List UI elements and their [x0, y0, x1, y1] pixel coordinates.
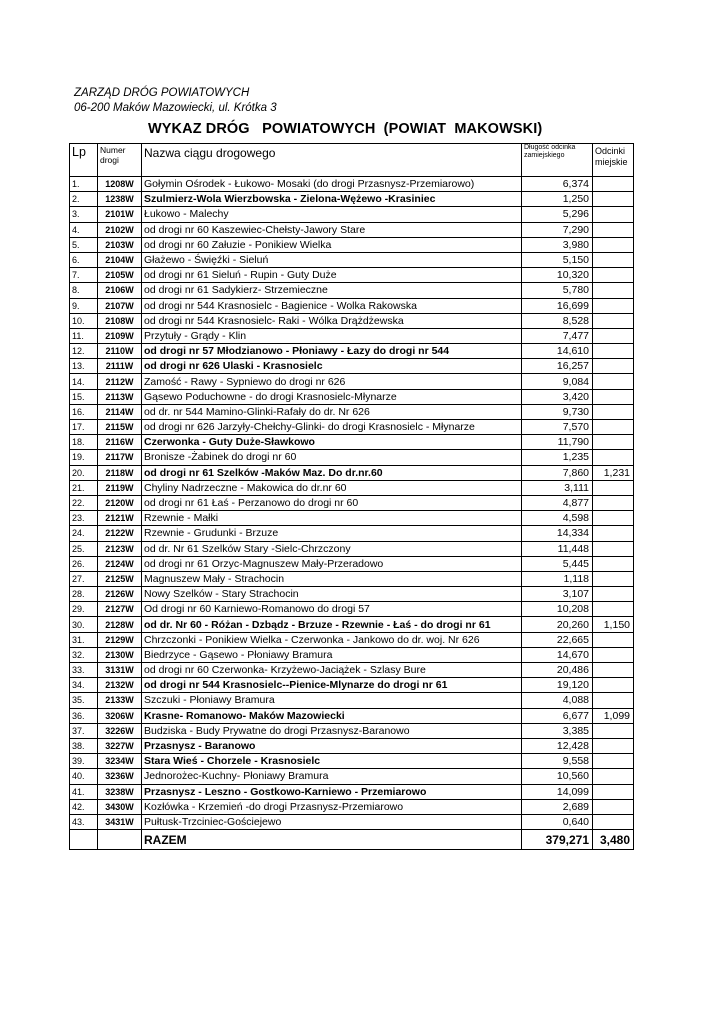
- total-label: RAZEM: [142, 830, 522, 850]
- row-road-name: Od drogi nr 60 Karniewo-Romanowo do drogi 57: [142, 602, 522, 617]
- row-road-name: Rzewnie - Małki: [142, 511, 522, 526]
- row-length: 16,257: [522, 359, 593, 374]
- roads-table: [69, 143, 634, 850]
- row-road-name: Przasnysz - Leszno - Gostkowo-Karniewo - Przemiarowo: [142, 784, 522, 799]
- table-row: [70, 389, 634, 404]
- row-length: 10,560: [522, 769, 593, 784]
- row-lp: 14.: [70, 374, 98, 389]
- row-length: 5,296: [522, 207, 593, 222]
- row-road-name: Głażewo - Święźki - Sieluń: [142, 252, 522, 267]
- row-road-name: Kozłówka - Krzemień -do drogi Przasnysz-Przemiarowo: [142, 799, 522, 814]
- row-road-name: Gołymin Ośrodek - Łukowo- Mosaki (do drogi Przasnysz-Przemiarowo): [142, 177, 522, 192]
- row-lp: 24.: [70, 526, 98, 541]
- row-city-sections: [593, 495, 634, 510]
- row-lp: 5.: [70, 237, 98, 252]
- row-length: 14,334: [522, 526, 593, 541]
- row-road-name: od drogi nr 544 Krasnosielc - Bagienice - Wolka Rakowska: [142, 298, 522, 313]
- row-length: 14,099: [522, 784, 593, 799]
- row-length: 5,445: [522, 556, 593, 571]
- row-road-number: 2123W: [98, 541, 142, 556]
- row-city-sections: [593, 723, 634, 738]
- row-lp: 23.: [70, 511, 98, 526]
- row-lp: 21.: [70, 480, 98, 495]
- table-row: [70, 374, 634, 389]
- table-row: [70, 207, 634, 222]
- row-road-number: 3206W: [98, 708, 142, 723]
- table-row: [70, 283, 634, 298]
- row-city-sections: [593, 814, 634, 829]
- table-row: [70, 663, 634, 678]
- row-road-number: 2128W: [98, 617, 142, 632]
- table-row: [70, 526, 634, 541]
- table-row: [70, 754, 634, 769]
- row-road-number: 3430W: [98, 799, 142, 814]
- table-row: [70, 541, 634, 556]
- row-length: 1,118: [522, 571, 593, 586]
- row-lp: 19.: [70, 450, 98, 465]
- table-row: [70, 465, 634, 480]
- table-row: [70, 404, 634, 419]
- row-length: 10,208: [522, 602, 593, 617]
- row-lp: 11.: [70, 328, 98, 343]
- table-row: [70, 511, 634, 526]
- row-length: 16,699: [522, 298, 593, 313]
- row-lp: 7.: [70, 268, 98, 283]
- row-length: 14,610: [522, 344, 593, 359]
- row-length: 4,877: [522, 495, 593, 510]
- row-road-name: Chrzczonki - Ponikiew Wielka - Czerwonka - Jankowo do dr. woj. Nr 626: [142, 632, 522, 647]
- table-row: [70, 617, 634, 632]
- row-road-number: 2110W: [98, 344, 142, 359]
- row-city-sections: [593, 663, 634, 678]
- row-road-name: Szczuki - Płoniawy Bramura: [142, 693, 522, 708]
- total-lp-empty: [70, 830, 98, 850]
- row-road-number: 1238W: [98, 192, 142, 207]
- row-length: 20,260: [522, 617, 593, 632]
- row-length: 0,640: [522, 814, 593, 829]
- row-road-number: 2101W: [98, 207, 142, 222]
- organization-name: ZARZĄD DRÓG POWIATOWYCH: [74, 87, 250, 99]
- row-city-sections: [593, 632, 634, 647]
- row-length: 19,120: [522, 678, 593, 693]
- row-lp: 25.: [70, 541, 98, 556]
- row-road-number: 2121W: [98, 511, 142, 526]
- row-lp: 3.: [70, 207, 98, 222]
- row-road-name: od drogi nr 60 Załuzie - Ponikiew Wielka: [142, 237, 522, 252]
- row-city-sections: 1,099: [593, 708, 634, 723]
- row-lp: 17.: [70, 420, 98, 435]
- row-length: 4,598: [522, 511, 593, 526]
- row-lp: 32.: [70, 647, 98, 662]
- row-road-name: od drogi nr 544 Krasnosielc- Raki - Wólka Drążdżewska: [142, 313, 522, 328]
- table-row: [70, 237, 634, 252]
- row-road-name: Krasne- Romanowo- Maków Mazowiecki: [142, 708, 522, 723]
- row-road-number: 2107W: [98, 298, 142, 313]
- table-row: [70, 177, 634, 192]
- row-length: 1,235: [522, 450, 593, 465]
- row-city-sections: [593, 511, 634, 526]
- table-row: [70, 632, 634, 647]
- row-lp: 8.: [70, 283, 98, 298]
- table-row: [70, 814, 634, 829]
- row-lp: 1.: [70, 177, 98, 192]
- table-row: [70, 723, 634, 738]
- row-road-number: 2125W: [98, 571, 142, 586]
- row-length: 11,790: [522, 435, 593, 450]
- row-lp: 13.: [70, 359, 98, 374]
- row-road-number: 3431W: [98, 814, 142, 829]
- row-city-sections: [593, 556, 634, 571]
- row-road-name: od dr. Nr 60 - Różan - Dzbądz - Brzuze - Rzewnie - Łaś - do drogi nr 61: [142, 617, 522, 632]
- row-road-name: Zamość - Rawy - Sypniewo do drogi nr 626: [142, 374, 522, 389]
- row-road-number: 3226W: [98, 723, 142, 738]
- row-road-name: Pułtusk-Trzciniec-Gościejewo: [142, 814, 522, 829]
- row-city-sections: [593, 587, 634, 602]
- row-length: 12,428: [522, 738, 593, 753]
- table-row: [70, 344, 634, 359]
- row-lp: 36.: [70, 708, 98, 723]
- row-length: 7,477: [522, 328, 593, 343]
- row-lp: 39.: [70, 754, 98, 769]
- row-road-name: od dr. nr 544 Mamino-Glinki-Rafały do dr. Nr 626: [142, 404, 522, 419]
- total-length: 379,271: [522, 830, 593, 850]
- row-road-number: 2118W: [98, 465, 142, 480]
- row-lp: 26.: [70, 556, 98, 571]
- row-city-sections: [593, 480, 634, 495]
- row-lp: 20.: [70, 465, 98, 480]
- row-lp: 37.: [70, 723, 98, 738]
- row-city-sections: [593, 283, 634, 298]
- row-road-number: 2105W: [98, 268, 142, 283]
- total-row: [70, 830, 634, 850]
- row-road-number: 2120W: [98, 495, 142, 510]
- row-length: 14,670: [522, 647, 593, 662]
- row-road-number: 3234W: [98, 754, 142, 769]
- table-row: [70, 587, 634, 602]
- row-lp: 12.: [70, 344, 98, 359]
- column-header-length: Długość odcinka zamiejskiego: [522, 144, 593, 177]
- row-city-sections: [593, 526, 634, 541]
- row-city-sections: [593, 389, 634, 404]
- row-city-sections: [593, 784, 634, 799]
- table-row: [70, 693, 634, 708]
- row-road-number: 2127W: [98, 602, 142, 617]
- row-length: 22,665: [522, 632, 593, 647]
- row-city-sections: [593, 237, 634, 252]
- row-road-number: 2132W: [98, 678, 142, 693]
- row-road-name: od drogi nr 57 Młodzianowo - Płoniawy - Łazy do drogi nr 544: [142, 344, 522, 359]
- row-city-sections: [593, 328, 634, 343]
- table-row: [70, 435, 634, 450]
- row-city-sections: [593, 450, 634, 465]
- row-road-name: Przasnysz - Baranowo: [142, 738, 522, 753]
- row-length: 3,111: [522, 480, 593, 495]
- row-road-name: Magnuszew Mały - Strachocin: [142, 571, 522, 586]
- row-length: 7,290: [522, 222, 593, 237]
- row-road-name: od drogi nr 60 Czerwonka- Krzyżewo-Jaciążek - Szlasy Bure: [142, 663, 522, 678]
- table-row: [70, 738, 634, 753]
- row-lp: 29.: [70, 602, 98, 617]
- row-city-sections: [593, 647, 634, 662]
- row-road-number: 2130W: [98, 647, 142, 662]
- row-city-sections: [593, 313, 634, 328]
- row-lp: 40.: [70, 769, 98, 784]
- row-road-number: 3131W: [98, 663, 142, 678]
- column-header-city-sections: Odcinki miejskie: [593, 144, 634, 177]
- row-road-number: 3238W: [98, 784, 142, 799]
- row-road-name: od drogi nr 544 Krasnosielc--Pienice-Mlynarze do drogi nr 61: [142, 678, 522, 693]
- table-row: [70, 359, 634, 374]
- row-lp: 28.: [70, 587, 98, 602]
- row-city-sections: [593, 374, 634, 389]
- row-length: 9,558: [522, 754, 593, 769]
- row-lp: 4.: [70, 222, 98, 237]
- row-lp: 35.: [70, 693, 98, 708]
- table-row: [70, 268, 634, 283]
- row-city-sections: [593, 344, 634, 359]
- row-lp: 34.: [70, 678, 98, 693]
- table-header-row: [70, 144, 634, 177]
- row-lp: 2.: [70, 192, 98, 207]
- row-length: 20,486: [522, 663, 593, 678]
- row-road-name: Jednorożec-Kuchny- Płoniawy Bramura: [142, 769, 522, 784]
- table-row: [70, 328, 634, 343]
- row-road-name: Nowy Szelków - Stary Strachocin: [142, 587, 522, 602]
- table-row: [70, 769, 634, 784]
- table-row: [70, 222, 634, 237]
- row-road-name: Rzewnie - Grudunki - Brzuze: [142, 526, 522, 541]
- table-row: [70, 647, 634, 662]
- row-lp: 31.: [70, 632, 98, 647]
- row-city-sections: [593, 420, 634, 435]
- row-city-sections: [593, 435, 634, 450]
- table-row: [70, 252, 634, 267]
- table-row: [70, 678, 634, 693]
- column-header-lp: Lp: [70, 144, 98, 177]
- row-road-name: od drogi nr 61 Łaś - Perzanowo do drogi nr 60: [142, 495, 522, 510]
- row-road-name: Budziska - Budy Prywatne do drogi Przasnysz-Baranowo: [142, 723, 522, 738]
- table-row: [70, 313, 634, 328]
- table-row: [70, 799, 634, 814]
- row-length: 3,107: [522, 587, 593, 602]
- row-road-number: 2115W: [98, 420, 142, 435]
- table-row: [70, 495, 634, 510]
- row-road-name: od drogi nr 61 Szelków -Maków Maz. Do dr.nr.60: [142, 465, 522, 480]
- row-road-name: Gąsewo Poduchowne - do drogi Krasnosielc-Młynarze: [142, 389, 522, 404]
- row-city-sections: 1,150: [593, 617, 634, 632]
- row-road-name: od drogi nr 61 Sadykierz- Strzemieczne: [142, 283, 522, 298]
- row-city-sections: [593, 298, 634, 313]
- row-road-name: Szulmierz-Wola Wierzbowska - Zielona-Wężewo -Krasiniec: [142, 192, 522, 207]
- row-city-sections: [593, 602, 634, 617]
- row-lp: 27.: [70, 571, 98, 586]
- document-title: WYKAZ DRÓG POWIATOWYCH (POWIAT MAKOWSKI): [148, 121, 543, 137]
- row-length: 5,150: [522, 252, 593, 267]
- row-city-sections: [593, 252, 634, 267]
- table-row: [70, 480, 634, 495]
- row-road-number: 3236W: [98, 769, 142, 784]
- row-lp: 16.: [70, 404, 98, 419]
- row-road-number: 2119W: [98, 480, 142, 495]
- row-city-sections: [593, 678, 634, 693]
- row-lp: 43.: [70, 814, 98, 829]
- row-road-number: 2102W: [98, 222, 142, 237]
- row-road-name: Łukowo - Malechy: [142, 207, 522, 222]
- row-length: 7,570: [522, 420, 593, 435]
- row-road-name: od drogi nr 61 Sieluń - Rupin - Guty Duże: [142, 268, 522, 283]
- row-road-name: Biedrzyce - Gąsewo - Płoniawy Bramura: [142, 647, 522, 662]
- row-road-number: 2109W: [98, 328, 142, 343]
- row-city-sections: [593, 693, 634, 708]
- row-city-sections: [593, 541, 634, 556]
- table-row: [70, 450, 634, 465]
- row-road-number: 2117W: [98, 450, 142, 465]
- table-row: [70, 192, 634, 207]
- row-city-sections: [593, 769, 634, 784]
- row-road-number: 2122W: [98, 526, 142, 541]
- organization-address: 06-200 Maków Mazowiecki, ul. Krótka 3: [74, 102, 277, 114]
- row-length: 8,528: [522, 313, 593, 328]
- row-length: 6,374: [522, 177, 593, 192]
- table-row: [70, 420, 634, 435]
- row-length: 1,250: [522, 192, 593, 207]
- row-road-number: 1208W: [98, 177, 142, 192]
- row-road-name: od drogi nr 61 Orzyc-Magnuszew Mały-Przeradowo: [142, 556, 522, 571]
- row-lp: 33.: [70, 663, 98, 678]
- row-lp: 22.: [70, 495, 98, 510]
- row-city-sections: [593, 268, 634, 283]
- row-road-number: 2124W: [98, 556, 142, 571]
- row-city-sections: [593, 192, 634, 207]
- table-row: [70, 298, 634, 313]
- row-road-number: 2116W: [98, 435, 142, 450]
- total-number-empty: [98, 830, 142, 850]
- row-length: 7,860: [522, 465, 593, 480]
- row-road-name: Przytuły - Grądy - Klin: [142, 328, 522, 343]
- row-length: 9,084: [522, 374, 593, 389]
- row-road-number: 2129W: [98, 632, 142, 647]
- row-city-sections: [593, 571, 634, 586]
- row-length: 11,448: [522, 541, 593, 556]
- row-road-number: 3227W: [98, 738, 142, 753]
- table-row: [70, 556, 634, 571]
- row-length: 6,677: [522, 708, 593, 723]
- table-row: [70, 784, 634, 799]
- row-road-number: 2113W: [98, 389, 142, 404]
- row-city-sections: [593, 359, 634, 374]
- row-road-number: 2111W: [98, 359, 142, 374]
- row-road-number: 2106W: [98, 283, 142, 298]
- row-length: 9,730: [522, 404, 593, 419]
- row-road-name: od drogi nr 60 Kaszewiec-Chełsty-Jawory Stare: [142, 222, 522, 237]
- row-road-name: Stara Wieś - Chorzele - Krasnosielc: [142, 754, 522, 769]
- table-row: [70, 708, 634, 723]
- row-lp: 42.: [70, 799, 98, 814]
- row-length: 4,088: [522, 693, 593, 708]
- row-road-number: 2112W: [98, 374, 142, 389]
- row-city-sections: 1,231: [593, 465, 634, 480]
- row-road-name: Chyliny Nadrzeczne - Makowica do dr.nr 60: [142, 480, 522, 495]
- row-road-number: 2114W: [98, 404, 142, 419]
- row-city-sections: [593, 799, 634, 814]
- row-road-number: 2103W: [98, 237, 142, 252]
- row-city-sections: [593, 207, 634, 222]
- row-road-number: 2133W: [98, 693, 142, 708]
- column-header-name: Nazwa ciągu drogowego: [142, 144, 522, 177]
- row-road-name: od drogi nr 626 Jarzyły-Chełchy-Glinki- do drogi Krasnosielc - Młynarze: [142, 420, 522, 435]
- row-road-number: 2108W: [98, 313, 142, 328]
- row-road-name: Bronisze -Żabinek do drogi nr 60: [142, 450, 522, 465]
- row-lp: 30.: [70, 617, 98, 632]
- row-lp: 15.: [70, 389, 98, 404]
- row-length: 5,780: [522, 283, 593, 298]
- row-lp: 6.: [70, 252, 98, 267]
- row-city-sections: [593, 754, 634, 769]
- row-road-name: od drogi nr 626 Ulaski - Krasnosielc: [142, 359, 522, 374]
- row-lp: 38.: [70, 738, 98, 753]
- row-lp: 9.: [70, 298, 98, 313]
- row-city-sections: [593, 738, 634, 753]
- table-row: [70, 571, 634, 586]
- row-road-number: 2104W: [98, 252, 142, 267]
- row-city-sections: [593, 222, 634, 237]
- column-header-number: Numer drogi: [98, 144, 142, 177]
- row-lp: 41.: [70, 784, 98, 799]
- total-city-sections: 3,480: [593, 830, 634, 850]
- row-city-sections: [593, 404, 634, 419]
- row-length: 2,689: [522, 799, 593, 814]
- row-length: 3,980: [522, 237, 593, 252]
- row-lp: 18.: [70, 435, 98, 450]
- row-city-sections: [593, 177, 634, 192]
- row-length: 3,385: [522, 723, 593, 738]
- row-road-name: Czerwonka - Guty Duże-Sławkowo: [142, 435, 522, 450]
- row-lp: 10.: [70, 313, 98, 328]
- table-row: [70, 602, 634, 617]
- row-length: 3,420: [522, 389, 593, 404]
- row-road-name: od dr. Nr 61 Szelków Stary -Sielc-Chrzczony: [142, 541, 522, 556]
- row-length: 10,320: [522, 268, 593, 283]
- row-road-number: 2126W: [98, 587, 142, 602]
